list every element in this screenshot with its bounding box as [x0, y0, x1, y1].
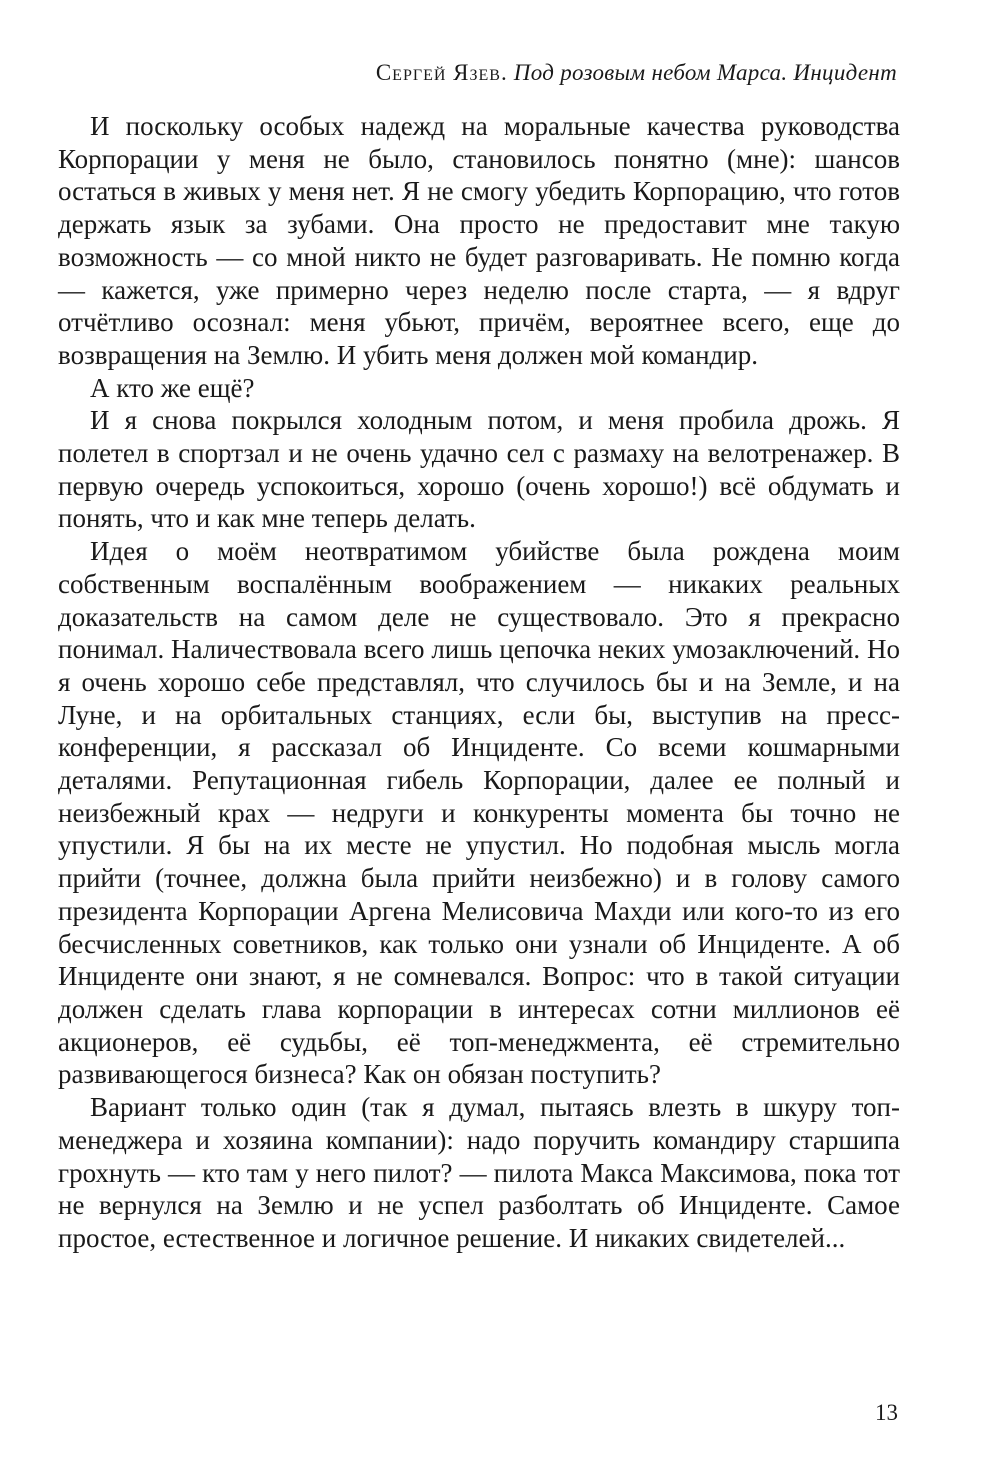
running-head-title: Под розовым небом Марса. Инцидент [513, 60, 897, 85]
running-head [376, 60, 897, 86]
paragraph: И я снова покрылся холодным потом, и меня пробила дрожь. Я полетел в спортзал и не очень удачно сел с размаху на велотренажер. В первую очередь успокоиться, хорошо (очень хорошо!) всё обдумать и понять, что и как мне теперь делать. [58, 405, 900, 534]
body-text [58, 110, 900, 1255]
paragraph: Идея о моём неотвратимом убийстве была рождена моим собственным воспалённым воображением — никаких реальных доказательств на самом деле не существовало. Это я прекрасно понимал. Наличествовала всего лишь цепочка неких умозаключений. Но я очень хорошо себе представлял, что случилось бы и на Земле, и на Луне, и на орбитальных станциях, если бы, выступив на пресс-конференции, я рассказал об Инциденте. Со всеми кошмарными деталями. Репутационная гибель Корпорации, далее ее полный и неизбежный крах — недруги и конкуренты момента бы точно не упустили. Я бы на их месте не упустил. Но подобная мысль могла прийти (точнее, должна была прийти неизбежно) и в голову самого президента Корпорации Аргена Мелисовича Махди или кого-то из его бесчисленных советников, как только они узнали об Инциденте. А об Инциденте они знают, я не сомневался. Вопрос: что в такой ситуации должен сделать глава корпорации в интересах сотни миллионов её акционеров, её судьбы, её топ-менеджмента, её стремительно развивающегося бизнеса? Как он обязан поступить? [58, 536, 900, 1090]
paragraph: Вариант только один (так я думал, пытаясь влезть в шкуру топ-менеджера и хозяина компании): надо поручить командиру старшипа грохнуть — кто там у него пилот? — пилота Макса Максимова, пока тот не вернулся на Землю и не успел разболтать об Инциденте. Самое простое, естественное и логичное решение. И никаких свидетелей... [58, 1092, 900, 1253]
paragraph: А кто же ещё? [90, 372, 255, 403]
page-number: 13 [875, 1400, 898, 1425]
running-head-author: Сергей Язев. [375, 60, 508, 85]
paragraph: И поскольку особых надежд на моральные качества руководства Корпорации у меня не было, становилось понятно (мне): шансов остаться в живых у меня нет. Я не смогу убедить Корпорацию, что готов держать язык за зубами. Она просто не предоставит мне такую возможность — со мной никто не будет разговаривать. Не помню когда — кажется, уже примерно через неделю после старта, — я вдруг отчётливо осознал: меня убьют, причём, вероятнее всего, еще до возвращения на Землю. И убить меня должен мой командир. [58, 111, 900, 370]
